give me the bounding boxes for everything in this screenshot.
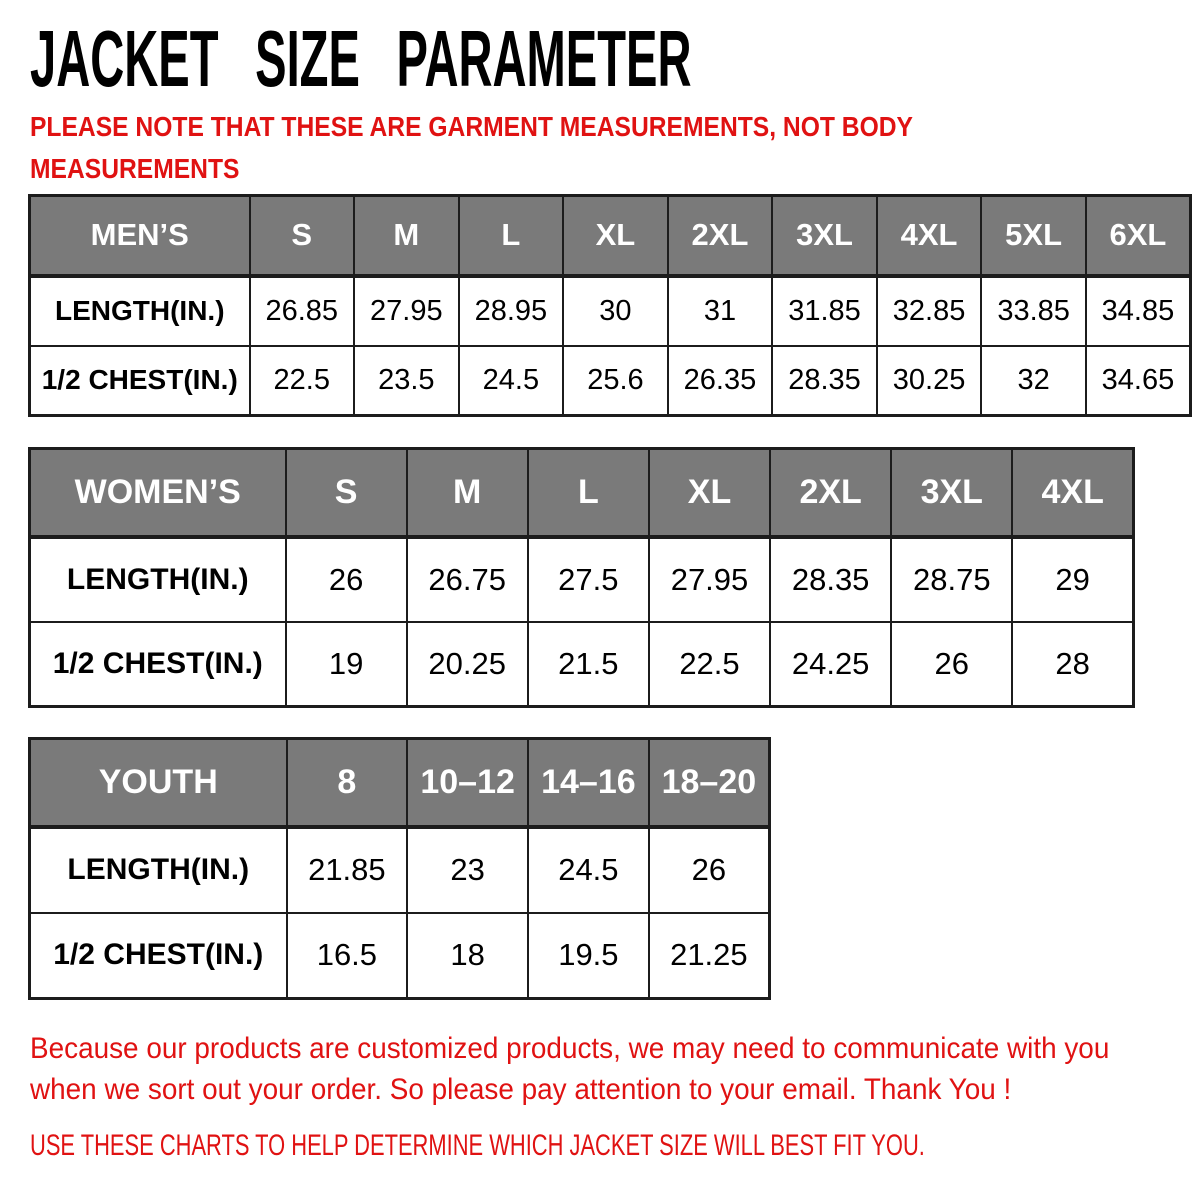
custom-order-note-line-1: Because our products are customized products, we may need to communicate with you: [30, 1032, 1110, 1065]
womens-measurement-value: 28: [1012, 622, 1133, 707]
custom-order-note-line-2: when we sort out your order. So please pay attention to your email. Thank You !: [30, 1073, 1012, 1106]
youth-row-label: 1/2 CHEST(IN.): [30, 913, 287, 999]
womens-measurement-value: 26.75: [407, 537, 528, 622]
youth-header-row: [30, 739, 770, 827]
womens-table-title: WOMEN’S: [30, 449, 286, 537]
page-title: JACKET SIZE PARAMETER: [30, 14, 692, 104]
mens-measurement-row: [30, 276, 1191, 346]
mens-measurement-value: 25.6: [563, 346, 668, 416]
mens-measurement-value: 32.85: [877, 276, 982, 346]
womens-size-column-header: 4XL: [1012, 449, 1133, 537]
mens-row-label: LENGTH(IN.): [30, 276, 250, 346]
womens-measurement-value: 27.95: [649, 537, 770, 622]
mens-measurement-value: 31.85: [772, 276, 877, 346]
youth-measurement-value: 21.85: [287, 827, 408, 913]
mens-measurement-value: 30.25: [877, 346, 982, 416]
mens-measurement-value: 30: [563, 276, 668, 346]
youth-measurement-value: 24.5: [528, 827, 649, 913]
mens-measurement-value: 28.35: [772, 346, 877, 416]
womens-measurement-row: [30, 622, 1134, 707]
womens-measurement-value: 28.35: [770, 537, 891, 622]
mens-measurement-value: 26.85: [250, 276, 355, 346]
mens-size-column-header: 4XL: [877, 196, 982, 276]
youth-size-column-header: 14–16: [528, 739, 649, 827]
womens-measurement-value: 24.25: [770, 622, 891, 707]
youth-measurement-row: [30, 913, 770, 999]
womens-measurement-value: 22.5: [649, 622, 770, 707]
youth-measurement-value: 26: [649, 827, 770, 913]
womens-measurement-value: 20.25: [407, 622, 528, 707]
womens-measurement-value: 29: [1012, 537, 1133, 622]
mens-size-column-header: M: [354, 196, 459, 276]
womens-measurement-value: 26: [286, 537, 407, 622]
mens-measurement-value: 34.85: [1086, 276, 1191, 346]
mens-size-column-header: 2XL: [668, 196, 773, 276]
fit-advice-text: USE THESE CHARTS TO HELP DETERMINE WHICH JACKET SIZE WILL BEST FIT YOU.: [30, 1129, 925, 1162]
mens-measurement-value: 28.95: [459, 276, 564, 346]
youth-measurement-value: 21.25: [649, 913, 770, 999]
mens-measurement-value: 26.35: [668, 346, 773, 416]
youth-measurement-value: 19.5: [528, 913, 649, 999]
youth-size-table: [28, 737, 771, 1000]
womens-size-table: [28, 447, 1135, 708]
womens-measurement-value: 27.5: [528, 537, 649, 622]
mens-measurement-value: 27.95: [354, 276, 459, 346]
custom-order-note: [30, 1028, 1109, 1110]
mens-row-label: 1/2 CHEST(IN.): [30, 346, 250, 416]
youth-table-title: YOUTH: [30, 739, 287, 827]
youth-row-label: LENGTH(IN.): [30, 827, 287, 913]
garment-measurement-note: [30, 106, 913, 190]
mens-measurement-value: 31: [668, 276, 773, 346]
youth-measurement-value: 18: [407, 913, 528, 999]
womens-size-column-header: 3XL: [891, 449, 1012, 537]
garment-measurement-note-line-2: MEASUREMENTS: [30, 153, 240, 184]
youth-measurement-value: 16.5: [287, 913, 408, 999]
mens-measurement-value: 33.85: [981, 276, 1086, 346]
youth-measurement-row: [30, 827, 770, 913]
womens-size-column-header: XL: [649, 449, 770, 537]
mens-measurement-row: [30, 346, 1191, 416]
mens-size-column-header: S: [250, 196, 355, 276]
womens-measurement-row: [30, 537, 1134, 622]
mens-size-column-header: XL: [563, 196, 668, 276]
womens-row-label: 1/2 CHEST(IN.): [30, 622, 286, 707]
womens-size-column-header: S: [286, 449, 407, 537]
womens-size-column-header: L: [528, 449, 649, 537]
mens-measurement-value: 23.5: [354, 346, 459, 416]
mens-size-table: [28, 194, 1192, 417]
mens-table-title: MEN’S: [30, 196, 250, 276]
womens-size-column-header: 2XL: [770, 449, 891, 537]
womens-measurement-value: 28.75: [891, 537, 1012, 622]
youth-size-column-header: 10–12: [407, 739, 528, 827]
womens-header-row: [30, 449, 1134, 537]
mens-size-column-header: 6XL: [1086, 196, 1191, 276]
mens-measurement-value: 22.5: [250, 346, 355, 416]
mens-size-column-header: L: [459, 196, 564, 276]
womens-measurement-value: 19: [286, 622, 407, 707]
youth-size-column-header: 18–20: [649, 739, 770, 827]
garment-measurement-note-line-1: PLEASE NOTE THAT THESE ARE GARMENT MEASUREMENTS, NOT BODY: [30, 111, 913, 142]
mens-size-column-header: 3XL: [772, 196, 877, 276]
mens-measurement-value: 24.5: [459, 346, 564, 416]
mens-measurement-value: 34.65: [1086, 346, 1191, 416]
mens-measurement-value: 32: [981, 346, 1086, 416]
youth-measurement-value: 23: [407, 827, 528, 913]
mens-size-column-header: 5XL: [981, 196, 1086, 276]
womens-measurement-value: 21.5: [528, 622, 649, 707]
womens-size-column-header: M: [407, 449, 528, 537]
womens-row-label: LENGTH(IN.): [30, 537, 286, 622]
mens-header-row: [30, 196, 1191, 276]
womens-measurement-value: 26: [891, 622, 1012, 707]
youth-size-column-header: 8: [287, 739, 408, 827]
